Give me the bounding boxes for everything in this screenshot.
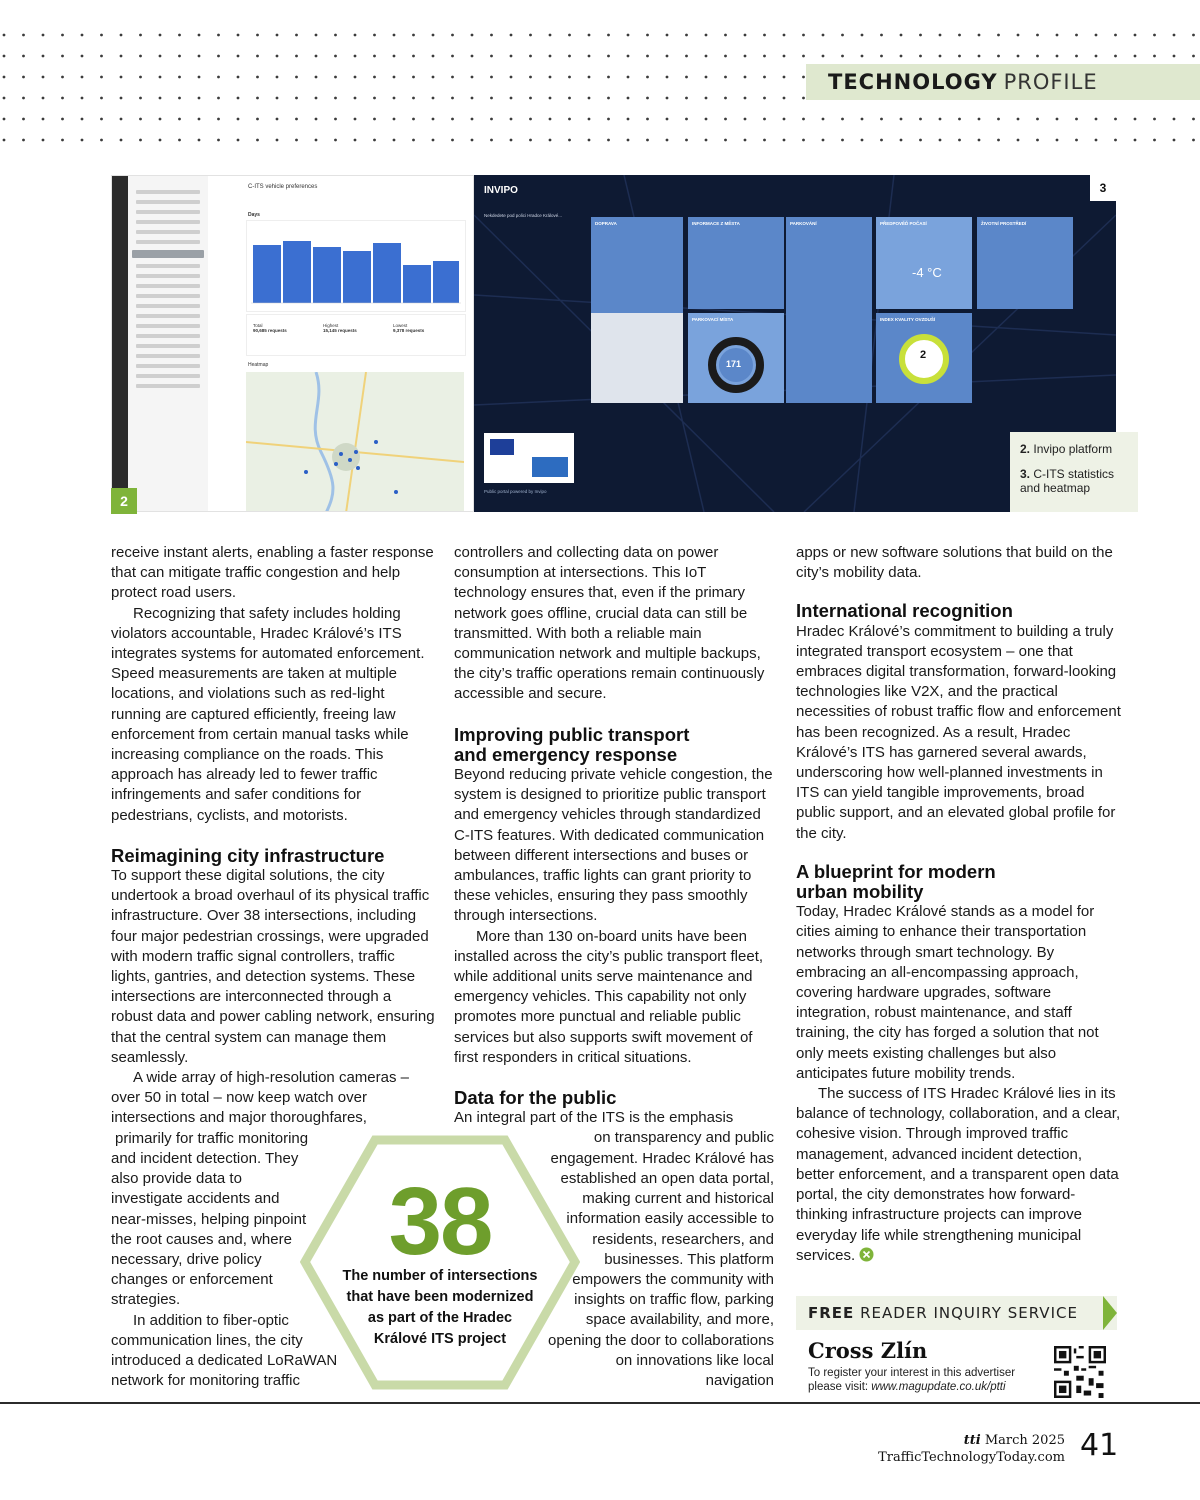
figure-caption: 2. Invipo platform 3. C-ITS statistics and heatmap bbox=[1010, 432, 1138, 512]
inquiry-url[interactable]: www.magupdate.co.uk/ptti bbox=[871, 1381, 1006, 1393]
inquiry-title: FREE READER INQUIRY SERVICE bbox=[808, 1304, 1078, 1322]
tile-doprava: DOPRAVA bbox=[591, 217, 683, 397]
paragraph: Hradec Králové’s commitment to building a truly integrated transport ecosystem – one that embraces digital transformation, forward-looking technologies like V2X, and the practical necessities of robust traffic flow and enforcement has been recognized. As a result, Hradec Králové’s ITS has garnered several awards, underscoring how well-planned investments in ITS can yield tangible improvements, broad public support, and an elevated global profile for the city. bbox=[796, 622, 1121, 842]
shot2-stat-highest: Highest 15,145 requests bbox=[323, 323, 357, 333]
subheading: Reimagining city infrastructure bbox=[111, 844, 385, 866]
tile-zivotni-prostredi: ŽIVOTNÍ PROSTŘEDÍ bbox=[977, 217, 1073, 309]
paragraph: An integral part of the ITS is the emphasis bbox=[454, 1109, 734, 1127]
pullquote-text: The number of intersections that have been modernized as part of the Hradec Králové ITS project bbox=[342, 1268, 538, 1347]
tile-informace: INFORMACE Z MĚSTA bbox=[688, 217, 784, 309]
shot2-stat-lowest: Lowest 9,378 requests bbox=[393, 323, 425, 333]
shot2-chart-label: Days bbox=[248, 212, 260, 218]
subheading: Improving public transport and emergency response bbox=[454, 723, 690, 765]
tile-parkovaci-mista: PARKOVACÍ MÍSTA 171 bbox=[688, 313, 784, 403]
figure-cits-statistics bbox=[111, 175, 474, 512]
footer-magazine: tti March 2025 TrafficTechnologyToday.com bbox=[878, 1433, 1065, 1465]
subheading: Data for the public bbox=[454, 1087, 617, 1109]
paragraph: primarily for traffic monitoring and incident detection. They also provide data to investigate accidents and near-misses, helping pinpoint the root causes and, where necessary, drive policy changes or enforcement strategies. bbox=[111, 1129, 309, 1309]
footer-rule bbox=[0, 1402, 1200, 1404]
invipo-footer: Public portal powered by Invipo bbox=[484, 489, 547, 494]
tile-map bbox=[591, 313, 683, 403]
reader-inquiry-box bbox=[796, 1296, 1117, 1400]
inquiry-text: To register your interest in this advertiser please visit: www.magupdate.co.uk/ptti bbox=[808, 1367, 1016, 1393]
subheading: International recognition bbox=[796, 600, 1013, 622]
tile-parkovani: PARKOVÁNÍ bbox=[786, 217, 872, 403]
tile-kvalita-ovzdusi: INDEX KVALITY OVZDUŠÍ 2 bbox=[876, 313, 972, 403]
footer-site[interactable]: TrafficTechnologyToday.com bbox=[878, 1450, 1065, 1465]
paragraph: To support these digital solutions, the city undertook a broad overhaul of its physical traffic infrastructure. Over 38 intersections, including four major pedestrian crossings, were upgraded with modern traffic signal controllers, traffic lights, gantries, and detection systems. These intersections are interconnected through a robust data and power cabling network, ensuring that the central system can manage them seamlessly. bbox=[111, 867, 435, 1066]
qr-code-icon[interactable] bbox=[1054, 1346, 1106, 1398]
shot2-stat-total: Total 90,685 requests bbox=[253, 323, 287, 333]
heatmap bbox=[246, 372, 464, 512]
shot2-stats bbox=[246, 314, 466, 356]
shot2-title: C-ITS vehicle preferences bbox=[248, 184, 318, 190]
eu-funding-logo bbox=[484, 433, 574, 483]
section-header-light: PROFILE bbox=[1003, 70, 1098, 94]
paragraph: controllers and collecting data on power consumption at intersections. This IoT technology ensures that, even if the primary network goes offline, crucial data can still be transmitted. With both a reliable main communication network and multiple backups, the city’s traffic operations remain continuously accessible and secure. bbox=[454, 544, 765, 703]
shot2-heatmap-label: Heatmap bbox=[248, 362, 269, 368]
paragraph: A wide array of high-resolution cameras – over 50 in total – now keep watch over intersections and major thoroughfares, bbox=[111, 1069, 409, 1127]
inquiry-arrow-icon bbox=[1103, 1296, 1117, 1330]
paragraph: Beyond reducing private vehicle congestion, the system is designed to prioritize public transport and emergency vehicles through standardized C-ITS features. With dedicated communication between different intersections and buses or ambulances, traffic lights can grant priority to these vehicles, ensuring they pass smoothly through intersections. bbox=[454, 766, 773, 925]
paragraph: apps or new software solutions that build on the city’s mobility data. bbox=[796, 544, 1113, 582]
shot2-bar-chart bbox=[246, 220, 466, 312]
invipo-intro: Nekdedete pod polici Hradce Králové... bbox=[484, 213, 563, 218]
paragraph: The success of ITS Hradec Králové lies in its balance of technology, collaboration, and a clear, cohesive vision. Through improved traffic management, advanced incident detection, better enforcement, and a transparent open data portal, the city demonstrates how forward-thinking infrastructure projects can improve everyday life while strengthening municipal services. bbox=[796, 1085, 1121, 1264]
app-rail bbox=[112, 176, 128, 511]
section-header-tag bbox=[806, 64, 1200, 100]
subheading: A blueprint for modern urban mobility bbox=[796, 860, 996, 903]
end-mark-icon bbox=[859, 1247, 874, 1262]
inquiry-company: Cross Zlín bbox=[808, 1338, 928, 1363]
figure-badge-3: 3 bbox=[1090, 175, 1116, 201]
paragraph: More than 130 on-board units have been installed across the city’s public transport fleet, while additional units serve maintenance and emergency vehicles. This capability not only promotes more punctual and reliable public services but also supports swift movement of first responders in critical situations. bbox=[454, 927, 764, 1066]
paragraph: Today, Hradec Králové stands as a model for cities aiming to enhance their transportation networks through smart technology. By embracing an all-encompassing approach, covering hardware upgrades, software integration, robust maintenance, and staff training, the city has forged a solution that not only meets existing challenges but also anticipates future mobility trends. bbox=[796, 903, 1099, 1082]
paragraph: In addition to fiber-optic communication lines, the city introduced a dedicated LoRaWAN network for monitoring traffic bbox=[111, 1311, 338, 1390]
section-header-bold: TECHNOLOGY bbox=[828, 70, 998, 94]
tile-predpoved: PŘEDPOVĚĎ POČASÍ -4 °C bbox=[876, 217, 972, 309]
figure-badge-2: 2 bbox=[111, 488, 137, 514]
paragraph: on transparency and public engagement. Hradec Králové has established an open data portal, making current and historical information easily accessible to residents, researchers, and businesses. This platform empowers the community with insights on traffic flow, parking space availability, and more, opening the door to collaborations on innovations like local navigation bbox=[548, 1129, 774, 1389]
article-column-3 bbox=[796, 543, 1121, 1266]
pullquote-number: 38 bbox=[388, 1168, 492, 1275]
page-number: 41 bbox=[1080, 1428, 1119, 1463]
invipo-logo: INVIPO bbox=[484, 185, 518, 196]
paragraph: Recognizing that safety includes holding violators accountable, Hradec Králové’s ITS integrates systems for automated enforcement. Speed measurements are taken at multiple locations, and violations such as red-light running are captured efficiently, freeing law enforcement from certain manual tasks while increasing compliance on the roads. This approach has already led to fewer traffic infringements and safer conditions for pedestrians, cyclists, and motorists. bbox=[111, 604, 425, 824]
paragraph: receive instant alerts, enabling a faster response that can mitigate traffic congestion and help protect road users. bbox=[111, 544, 434, 602]
app-menu bbox=[128, 176, 208, 511]
